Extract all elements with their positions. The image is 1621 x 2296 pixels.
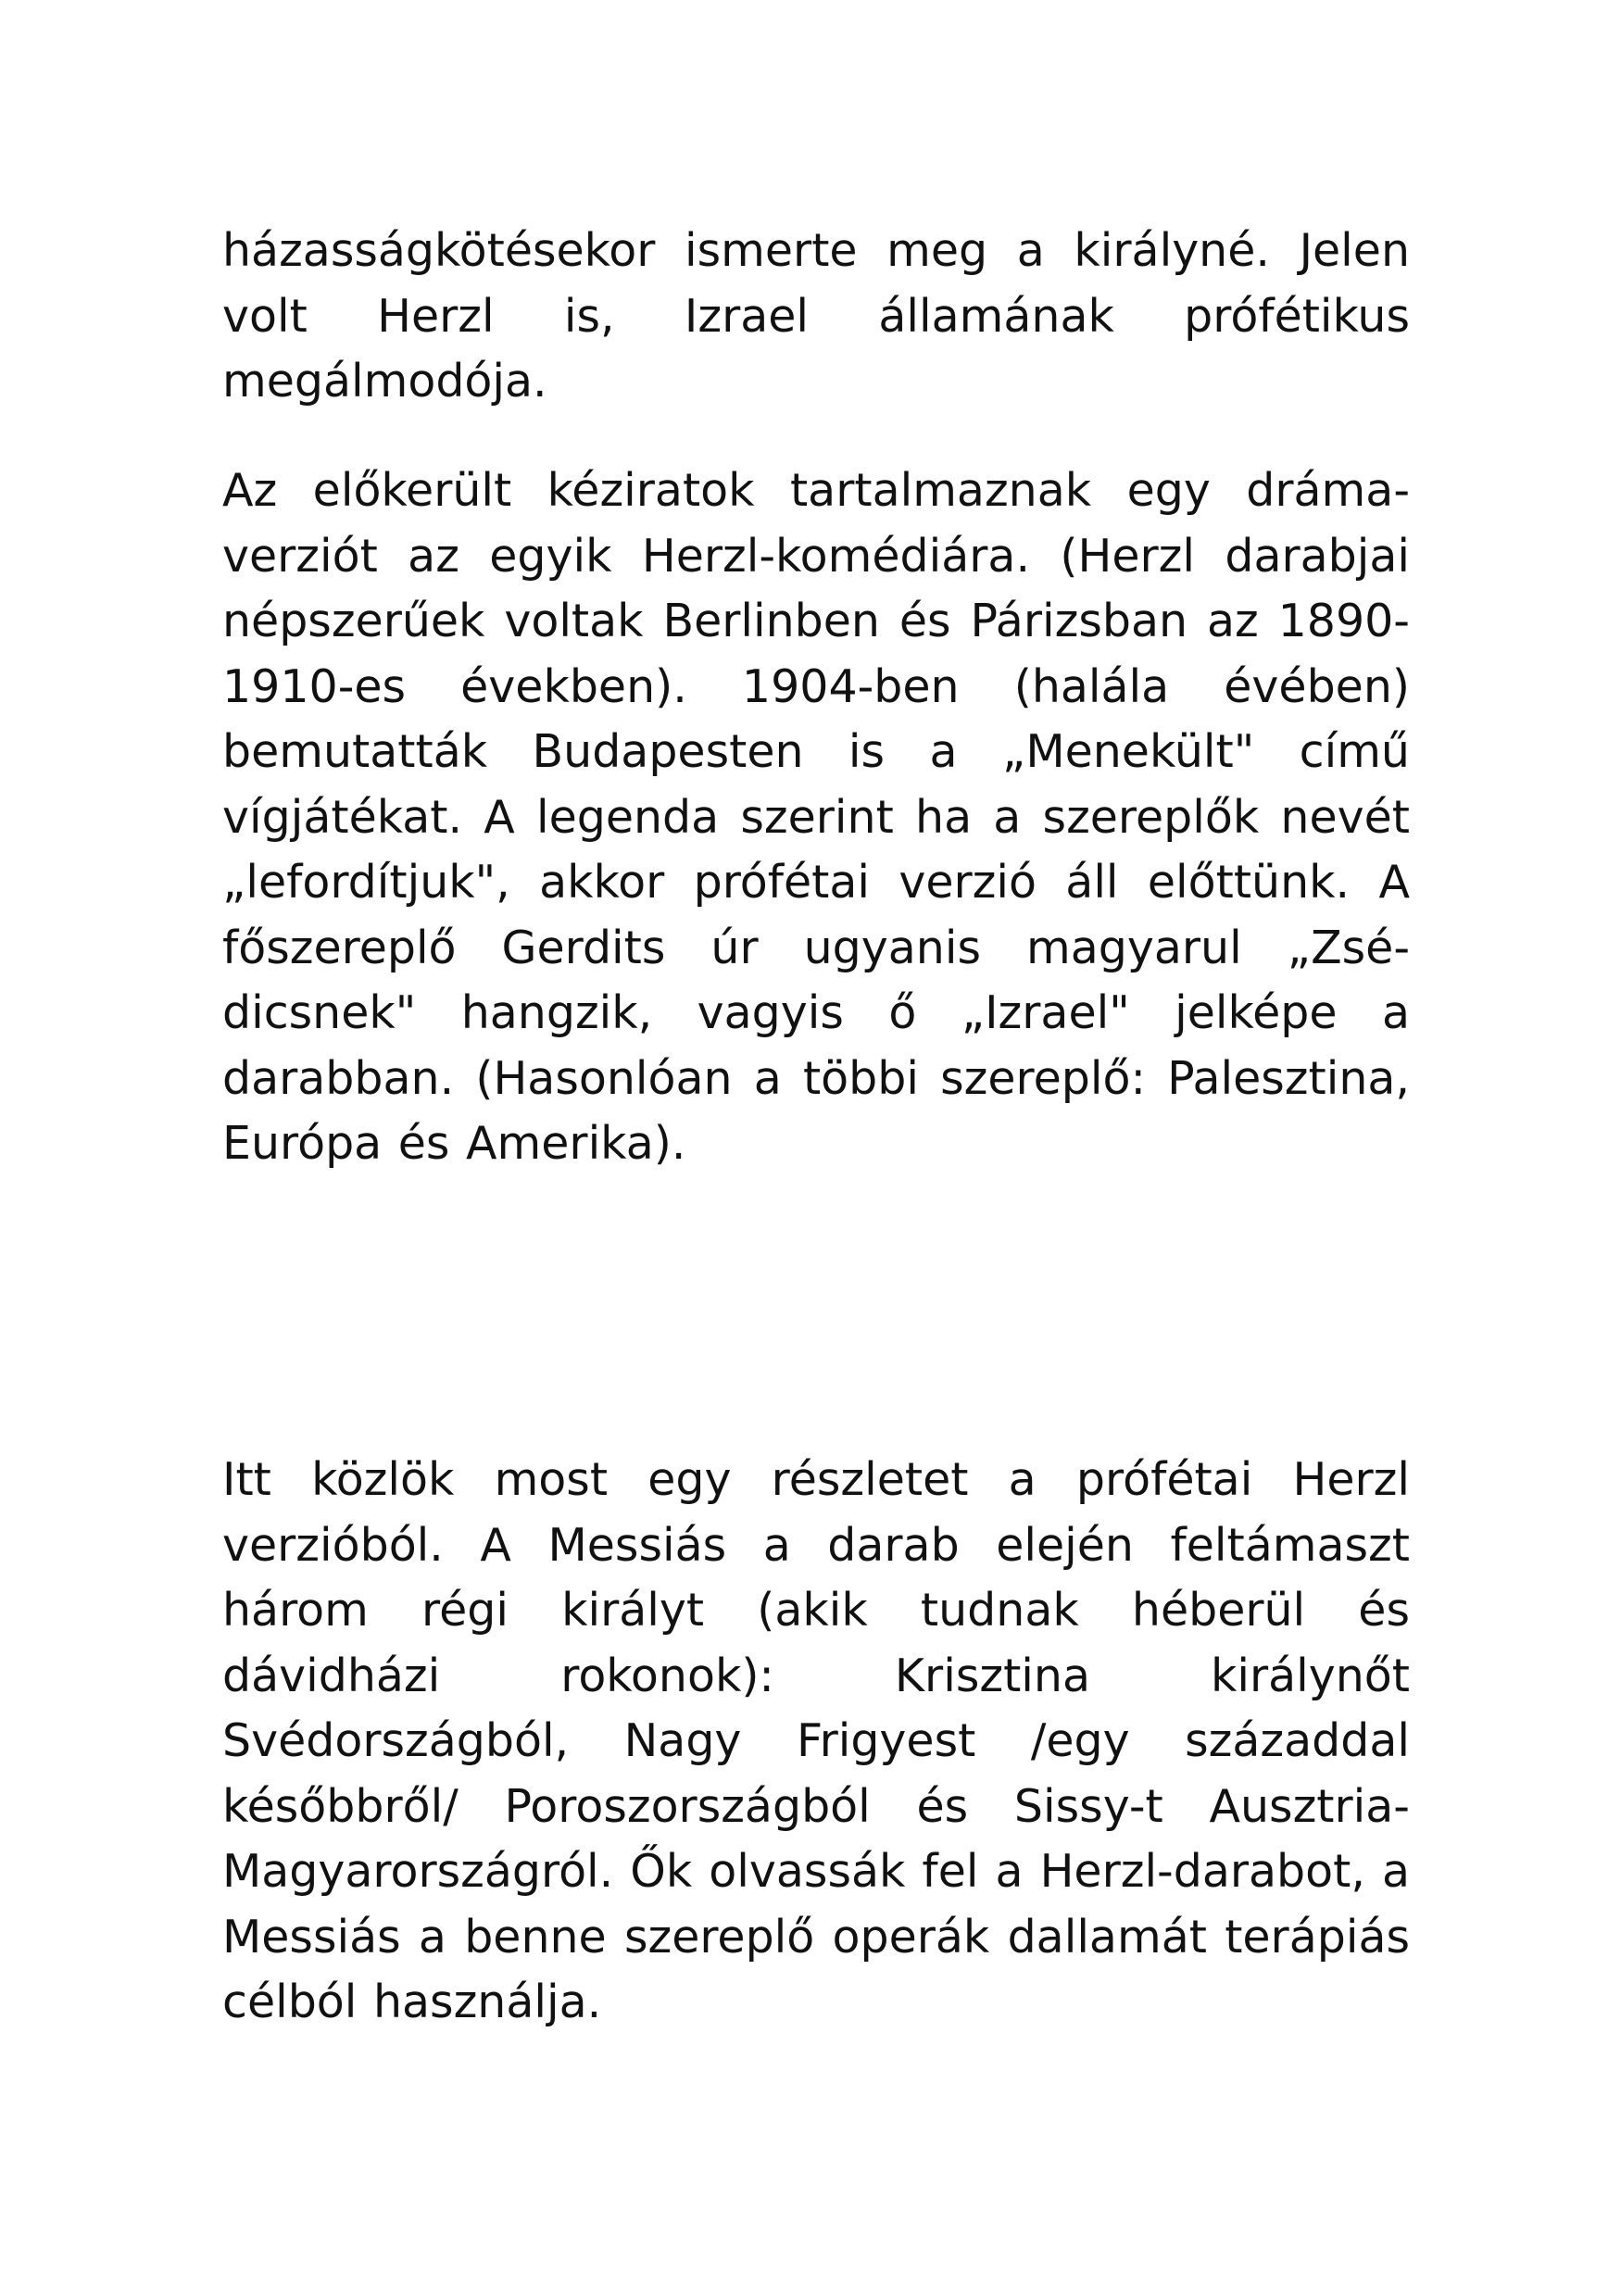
paragraph-2: Az előkerült kéziratok tartalmaznak egy dráma-verziót az egyik Herzl-komédiára. (Herzl darabjai népszerűek voltak Berlinben és Párizsban az 1890-1910-es években). 1904-ben (halála évében) bemutatták Budapesten is a „Menekült" című vígjátékat. A legenda szerint ha a szereplők nevét „lefordítjuk", akkor prófétai verzió áll előttünk. A főszereplő Gerdits úr ugyanis magyarul „Zsé-dicsnek" hangzik, vagyis ő „Izrael" jelképe a darabban. (Hasonlóan a többi szereplő: Palesztina, Európa és Amerika). [222, 464, 1410, 1170]
paragraph-1: házasságkötésekor ismerte meg a királyné. Jelen volt Herzl is, Izrael államának prófétikus megálmodója. [222, 224, 1410, 408]
paragraph-3: Itt közlök most egy részletet a prófétai Herzl verzióból. A Messiás a darab elején feltámaszt három régi királyt (akik tudnak héberül és dávidházi rokonok): Krisztina királynőt Svédországból, Nagy Frigyest /egy századdal későbbről/ Poroszországból és Sissy-t Ausztria-Magyarországról. Ők olvassák fel a Herzl-darabot, a Messiás a benne szereplő operák dallamát terápiás célból használja. [222, 1453, 1410, 2028]
